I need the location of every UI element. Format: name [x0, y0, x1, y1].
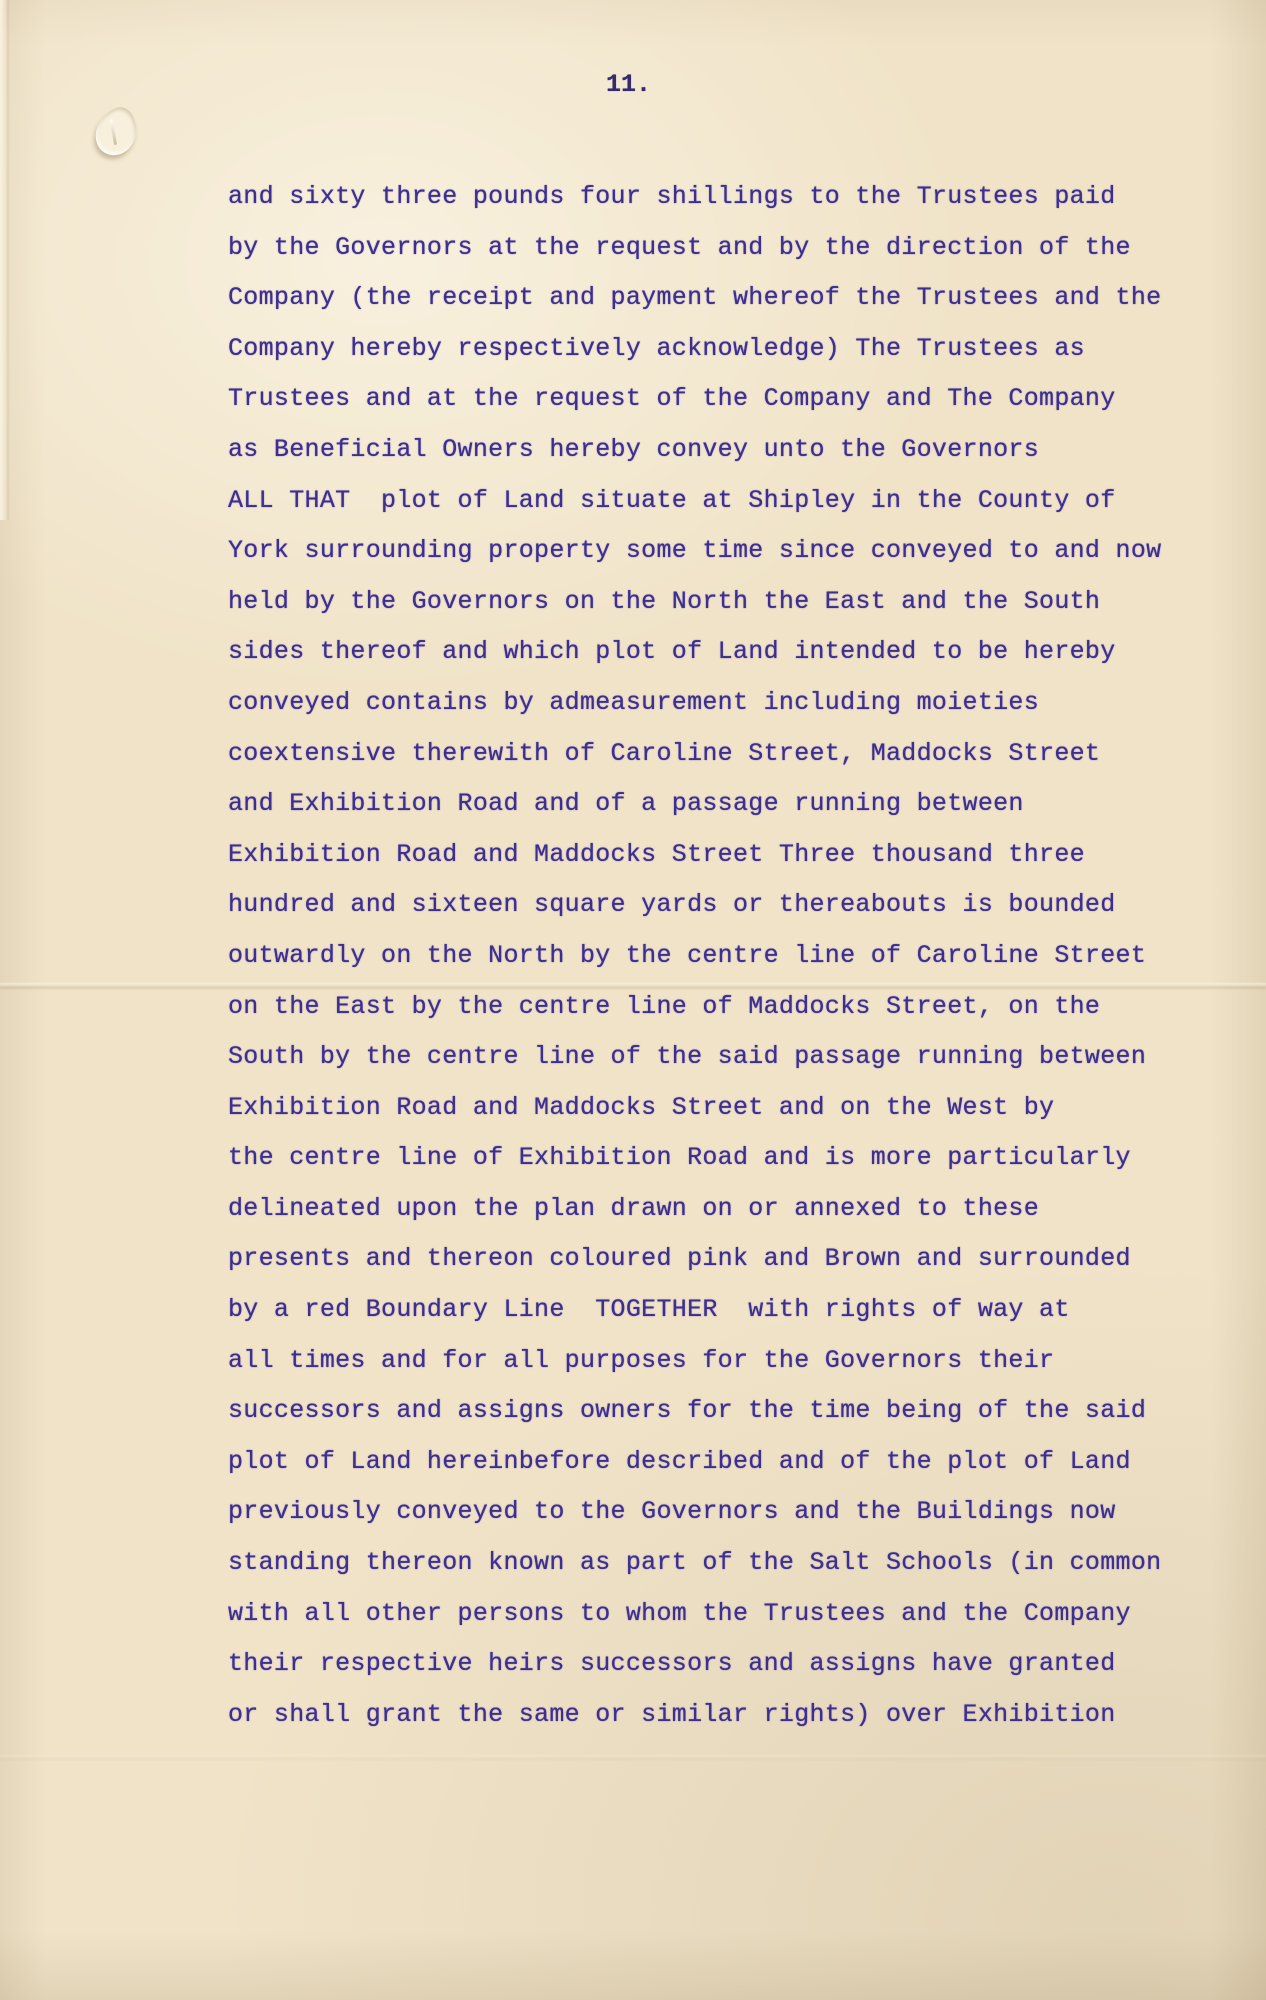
- text-line: conveyed contains by admeasurement including moieties: [228, 687, 1040, 717]
- text-line: Company (the receipt and payment whereof the Trustees and the: [228, 283, 1162, 313]
- page-number: 11.: [606, 70, 652, 99]
- paper-fold-mark: [87, 103, 145, 161]
- text-line: delineated upon the plan drawn on or annexed to these: [228, 1193, 1040, 1223]
- text-line: presents and thereon coloured pink and Brown and surrounded: [228, 1244, 1131, 1274]
- text-line: their respective heirs successors and assigns have granted: [228, 1649, 1116, 1679]
- text-line: plot of Land hereinbefore described and of the plot of Land: [228, 1446, 1131, 1476]
- text-line: by a red Boundary Line TOGETHER with rights of way at: [228, 1295, 1070, 1325]
- text-line: or shall grant the same or similar rights) over Exhibition: [228, 1699, 1116, 1729]
- text-line: Exhibition Road and Maddocks Street Three thousand three: [228, 839, 1085, 869]
- text-line: by the Governors at the request and by the direction of the: [228, 232, 1131, 262]
- text-line: Exhibition Road and Maddocks Street and on the West by: [228, 1092, 1055, 1122]
- document-text: [228, 172, 1218, 1740]
- text-line: successors and assigns owners for the time being of the said: [228, 1396, 1147, 1426]
- text-line: as Beneficial Owners hereby convey unto the Governors: [228, 434, 1040, 464]
- text-line: sides thereof and which plot of Land intended to be hereby: [228, 637, 1116, 667]
- text-line: and Exhibition Road and of a passage running between: [228, 789, 1024, 819]
- text-line: with all other persons to whom the Trustees and the Company: [228, 1598, 1131, 1628]
- text-line: hundred and sixteen square yards or thereabouts is bounded: [228, 890, 1116, 920]
- text-line: Company hereby respectively acknowledge) The Trustees as: [228, 333, 1085, 363]
- text-line: all times and for all purposes for the Governors their: [228, 1345, 1055, 1375]
- paper-left-edge: [0, 0, 10, 520]
- text-line: standing thereon known as part of the Salt Schools (in common: [228, 1548, 1162, 1578]
- text-line: on the East by the centre line of Maddocks Street, on the: [228, 991, 1101, 1021]
- text-line: outwardly on the North by the centre line of Caroline Street: [228, 940, 1147, 970]
- text-line: ALL THAT plot of Land situate at Shipley in the County of: [228, 485, 1116, 515]
- text-line: South by the centre line of the said passage running between: [228, 1042, 1147, 1072]
- text-line: York surrounding property some time since conveyed to and now: [228, 536, 1162, 566]
- text-line: held by the Governors on the North the East and the South: [228, 586, 1101, 616]
- text-line: Trustees and at the request of the Company and The Company: [228, 384, 1116, 414]
- fold-crease-lower: [0, 1755, 1266, 1761]
- text-line: the centre line of Exhibition Road and is more particularly: [228, 1143, 1131, 1173]
- text-line: and sixty three pounds four shillings to the Trustees paid: [228, 182, 1116, 211]
- text-line: coextensive therewith of Caroline Street, Maddocks Street: [228, 738, 1101, 768]
- text-line: previously conveyed to the Governors and the Buildings now: [228, 1497, 1116, 1527]
